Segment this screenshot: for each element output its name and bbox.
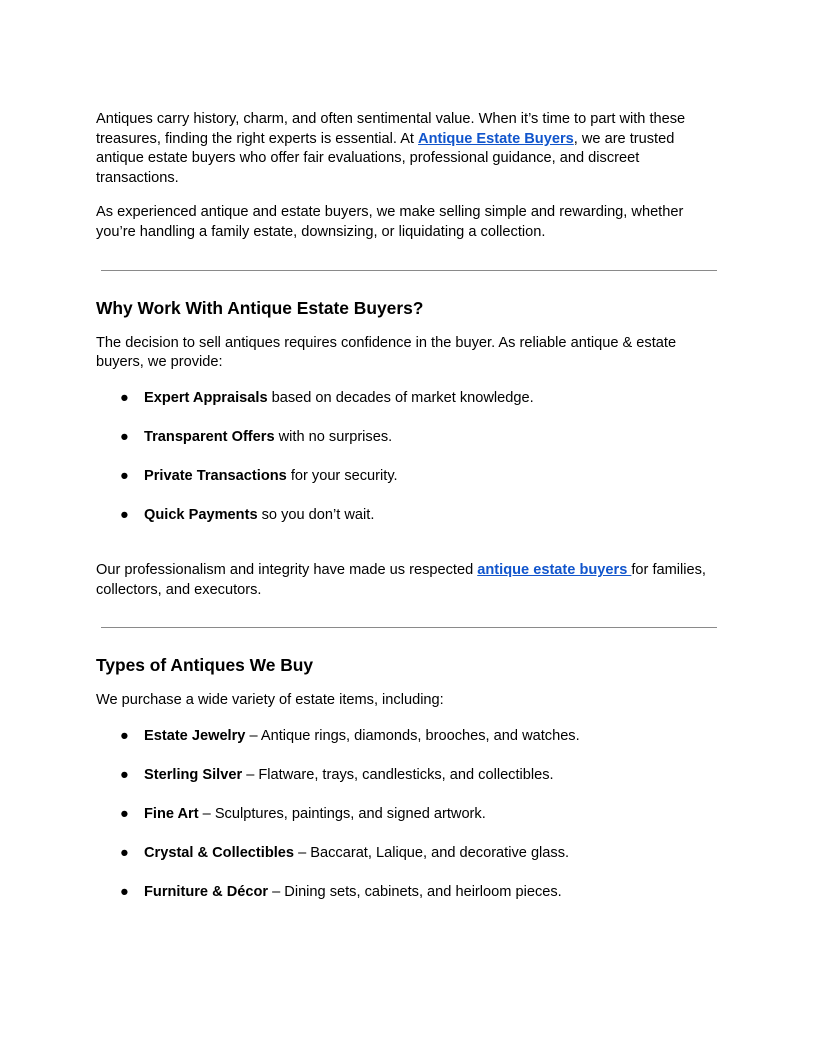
list-item-text: for your security.	[286, 467, 398, 484]
outro-text-after-link: for families, collectors, and executors.	[96, 562, 706, 598]
outro-text-before-link: Our professionalism and integrity have made us respected	[96, 562, 478, 579]
intro-text-before-link: Antiques carry history, charm, and often sentimental value. When it’s time to part with these treasures, finding the right experts is essential. At	[96, 111, 686, 147]
list-item-text: with no surprises.	[274, 428, 393, 445]
bullet-icon: ●	[120, 506, 129, 523]
list-item-text: – Sculptures, paintings, and signed artwork.	[198, 806, 486, 823]
list-item	[96, 844, 722, 864]
types-heading: Types of Antiques We Buy	[96, 655, 314, 676]
list-item	[96, 428, 722, 448]
list-item	[96, 389, 722, 409]
list-item-bold: Quick Payments	[144, 506, 258, 523]
bullet-icon: ●	[120, 728, 129, 745]
list-item	[96, 467, 722, 487]
bullet-icon: ●	[120, 389, 129, 406]
list-item-bold: Crystal & Collectibles	[144, 845, 295, 862]
list-item-text: – Dining sets, cabinets, and heirloom pieces.	[268, 884, 562, 901]
why-heading: Why Work With Antique Estate Buyers?	[96, 297, 424, 318]
antique-estate-buyers-link[interactable]: Antique Estate Buyers	[418, 130, 574, 147]
types-items-list	[96, 727, 722, 903]
intro-paragraph-2: As experienced antique and estate buyers, we make selling simple and rewarding, whether you’re handling a family estate, downsizing, or liquidating a collection.	[96, 204, 684, 240]
list-item-text: so you don’t wait.	[257, 506, 375, 523]
bullet-icon: ●	[120, 806, 129, 823]
bullet-icon: ●	[120, 428, 129, 445]
why-outro-paragraph	[96, 561, 722, 600]
list-item	[96, 883, 722, 903]
intro-text-after-link: , we are trusted antique estate buyers who offer fair evaluations, professional guidance, and discreet transactions.	[96, 130, 675, 186]
list-item-bold: Sterling Silver	[144, 767, 243, 784]
why-intro-paragraph: The decision to sell antiques requires confidence in the buyer. As reliable antique & estate buyers, we provide:	[96, 334, 677, 371]
document-page	[96, 110, 722, 903]
why-benefits-list	[96, 389, 722, 526]
list-item-bold: Expert Appraisals	[144, 389, 268, 406]
section-divider-1	[101, 270, 717, 271]
list-item	[96, 766, 722, 786]
list-item-bold: Estate Jewelry	[144, 728, 246, 745]
list-item-text: based on decades of market knowledge.	[267, 389, 534, 406]
types-intro-paragraph: We purchase a wide variety of estate items, including:	[96, 692, 444, 709]
list-item-bold: Fine Art	[144, 806, 199, 823]
bullet-icon: ●	[120, 884, 129, 901]
list-item	[96, 727, 722, 747]
list-item-bold: Transparent Offers	[144, 428, 275, 445]
list-item	[96, 805, 722, 825]
section-divider-2	[101, 627, 717, 628]
list-item-text: – Antique rings, diamonds, brooches, and watches.	[245, 728, 580, 745]
antique-estate-buyers-inline-link[interactable]: antique estate buyers	[477, 562, 632, 579]
list-item	[96, 506, 722, 526]
bullet-icon: ●	[120, 767, 129, 784]
list-item-bold: Private Transactions	[144, 467, 287, 484]
intro-paragraph-1	[96, 110, 722, 188]
bullet-icon: ●	[120, 467, 129, 484]
list-item-bold: Furniture & Décor	[144, 884, 269, 901]
bullet-icon: ●	[120, 845, 129, 862]
list-item-text: – Baccarat, Lalique, and decorative glass.	[294, 845, 570, 862]
list-item-text: – Flatware, trays, candlesticks, and collectibles.	[242, 767, 554, 784]
